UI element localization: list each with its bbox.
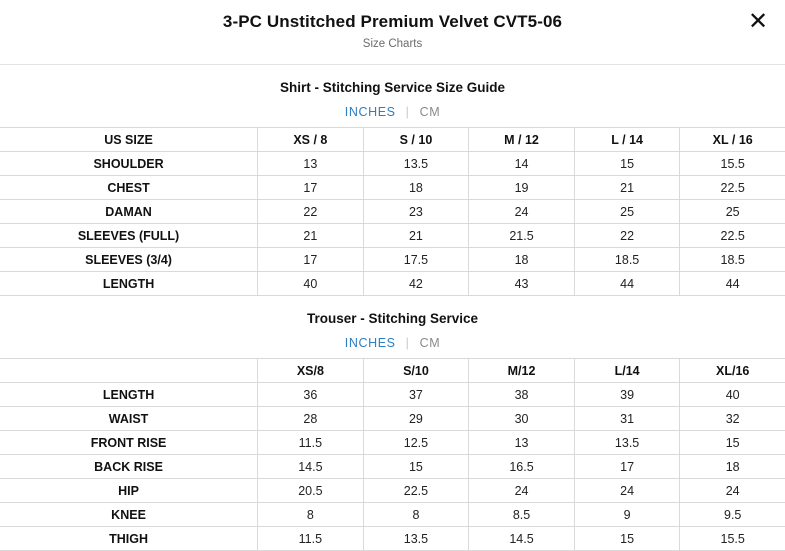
cell-value: 15 bbox=[574, 527, 680, 551]
cell-value: 38 bbox=[469, 383, 575, 407]
cell-value: 8.5 bbox=[469, 503, 575, 527]
cell-value: 22 bbox=[258, 200, 364, 224]
row-label: CHEST bbox=[0, 176, 258, 200]
row-label: LENGTH bbox=[0, 272, 258, 296]
table-header-row bbox=[0, 359, 785, 383]
modal-header bbox=[0, 0, 785, 65]
row-label: FRONT RISE bbox=[0, 431, 258, 455]
cell-value: 18 bbox=[680, 455, 785, 479]
column-header-m: M / 12 bbox=[469, 128, 575, 152]
cell-value: 18.5 bbox=[574, 248, 680, 272]
table-row bbox=[0, 176, 785, 200]
trouser-size-table bbox=[0, 358, 785, 551]
cell-value: 25 bbox=[574, 200, 680, 224]
shirt-unit-cm[interactable]: CM bbox=[419, 105, 441, 119]
cell-value: 43 bbox=[469, 272, 575, 296]
close-icon[interactable]: ✕ bbox=[747, 7, 769, 35]
table-row bbox=[0, 152, 785, 176]
cell-value: 17 bbox=[258, 248, 364, 272]
column-header-s: S/10 bbox=[363, 359, 469, 383]
cell-value: 39 bbox=[574, 383, 680, 407]
row-label: HIP bbox=[0, 479, 258, 503]
column-header-l: L/14 bbox=[574, 359, 680, 383]
column-header-l: L / 14 bbox=[574, 128, 680, 152]
table-row bbox=[0, 272, 785, 296]
cell-value: 30 bbox=[469, 407, 575, 431]
cell-value: 22.5 bbox=[680, 176, 785, 200]
cell-value: 21.5 bbox=[469, 224, 575, 248]
column-header-xs: XS / 8 bbox=[258, 128, 364, 152]
cell-value: 13.5 bbox=[363, 527, 469, 551]
cell-value: 14 bbox=[469, 152, 575, 176]
cell-value: 24 bbox=[574, 479, 680, 503]
trouser-unit-inches[interactable]: INCHES bbox=[344, 336, 396, 350]
cell-value: 14.5 bbox=[258, 455, 364, 479]
table-row bbox=[0, 455, 785, 479]
cell-value: 19 bbox=[469, 176, 575, 200]
cell-value: 21 bbox=[363, 224, 469, 248]
cell-value: 13.5 bbox=[574, 431, 680, 455]
cell-value: 40 bbox=[258, 272, 364, 296]
cell-value: 12.5 bbox=[363, 431, 469, 455]
table-row bbox=[0, 431, 785, 455]
shirt-size-table bbox=[0, 127, 785, 296]
shirt-unit-toggle bbox=[0, 105, 785, 119]
cell-value: 13 bbox=[469, 431, 575, 455]
cell-value: 32 bbox=[680, 407, 785, 431]
cell-value: 9.5 bbox=[680, 503, 785, 527]
cell-value: 21 bbox=[574, 176, 680, 200]
cell-value: 8 bbox=[258, 503, 364, 527]
cell-value: 18 bbox=[363, 176, 469, 200]
cell-value: 29 bbox=[363, 407, 469, 431]
cell-value: 25 bbox=[680, 200, 785, 224]
cell-value: 24 bbox=[469, 200, 575, 224]
cell-value: 44 bbox=[680, 272, 785, 296]
cell-value: 17 bbox=[258, 176, 364, 200]
cell-value: 37 bbox=[363, 383, 469, 407]
cell-value: 40 bbox=[680, 383, 785, 407]
cell-value: 15 bbox=[363, 455, 469, 479]
table-row bbox=[0, 248, 785, 272]
column-header-m: M/12 bbox=[469, 359, 575, 383]
row-label: SLEEVES (3/4) bbox=[0, 248, 258, 272]
cell-value: 18 bbox=[469, 248, 575, 272]
row-label: THIGH bbox=[0, 527, 258, 551]
shirt-unit-inches[interactable]: INCHES bbox=[344, 105, 396, 119]
trouser-unit-toggle bbox=[0, 336, 785, 350]
table-row bbox=[0, 479, 785, 503]
cell-value: 13 bbox=[258, 152, 364, 176]
cell-value: 20.5 bbox=[258, 479, 364, 503]
shirt-section-title: Shirt - Stitching Service Size Guide bbox=[279, 80, 506, 95]
cell-value: 36 bbox=[258, 383, 364, 407]
cell-value: 15 bbox=[680, 431, 785, 455]
cell-value: 44 bbox=[574, 272, 680, 296]
trouser-unit-cm[interactable]: CM bbox=[419, 336, 441, 350]
cell-value: 11.5 bbox=[258, 431, 364, 455]
table-header-row bbox=[0, 128, 785, 152]
cell-value: 15 bbox=[574, 152, 680, 176]
cell-value: 24 bbox=[469, 479, 575, 503]
shirt-unit-separator: | bbox=[405, 105, 410, 119]
cell-value: 42 bbox=[363, 272, 469, 296]
cell-value: 24 bbox=[680, 479, 785, 503]
column-header-xl: XL / 16 bbox=[680, 128, 785, 152]
modal-subtitle: Size Charts bbox=[362, 38, 423, 50]
row-label: KNEE bbox=[0, 503, 258, 527]
column-header-blank bbox=[0, 359, 258, 383]
cell-value: 11.5 bbox=[258, 527, 364, 551]
column-header-xl: XL/16 bbox=[680, 359, 785, 383]
cell-value: 18.5 bbox=[680, 248, 785, 272]
table-row bbox=[0, 383, 785, 407]
row-label: BACK RISE bbox=[0, 455, 258, 479]
trouser-size-section bbox=[0, 296, 785, 551]
row-label: DAMAN bbox=[0, 200, 258, 224]
cell-value: 23 bbox=[363, 200, 469, 224]
cell-value: 13.5 bbox=[363, 152, 469, 176]
cell-value: 17.5 bbox=[363, 248, 469, 272]
cell-value: 9 bbox=[574, 503, 680, 527]
table-row bbox=[0, 527, 785, 551]
column-header-us-size: US SIZE bbox=[0, 128, 258, 152]
column-header-xs: XS/8 bbox=[258, 359, 364, 383]
column-header-s: S / 10 bbox=[363, 128, 469, 152]
cell-value: 28 bbox=[258, 407, 364, 431]
cell-value: 8 bbox=[363, 503, 469, 527]
row-label: LENGTH bbox=[0, 383, 258, 407]
cell-value: 17 bbox=[574, 455, 680, 479]
shirt-size-section bbox=[0, 65, 785, 296]
cell-value: 16.5 bbox=[469, 455, 575, 479]
table-row bbox=[0, 224, 785, 248]
row-label: WAIST bbox=[0, 407, 258, 431]
row-label: SLEEVES (FULL) bbox=[0, 224, 258, 248]
table-row bbox=[0, 503, 785, 527]
table-row bbox=[0, 200, 785, 224]
trouser-unit-separator: | bbox=[405, 336, 410, 350]
cell-value: 22 bbox=[574, 224, 680, 248]
cell-value: 31 bbox=[574, 407, 680, 431]
cell-value: 15.5 bbox=[680, 527, 785, 551]
cell-value: 14.5 bbox=[469, 527, 575, 551]
page-title: 3-PC Unstitched Premium Velvet CVT5-06 bbox=[222, 12, 563, 31]
trouser-section-title: Trouser - Stitching Service bbox=[306, 311, 479, 326]
table-row bbox=[0, 407, 785, 431]
cell-value: 22.5 bbox=[363, 479, 469, 503]
cell-value: 21 bbox=[258, 224, 364, 248]
row-label: SHOULDER bbox=[0, 152, 258, 176]
cell-value: 22.5 bbox=[680, 224, 785, 248]
cell-value: 15.5 bbox=[680, 152, 785, 176]
